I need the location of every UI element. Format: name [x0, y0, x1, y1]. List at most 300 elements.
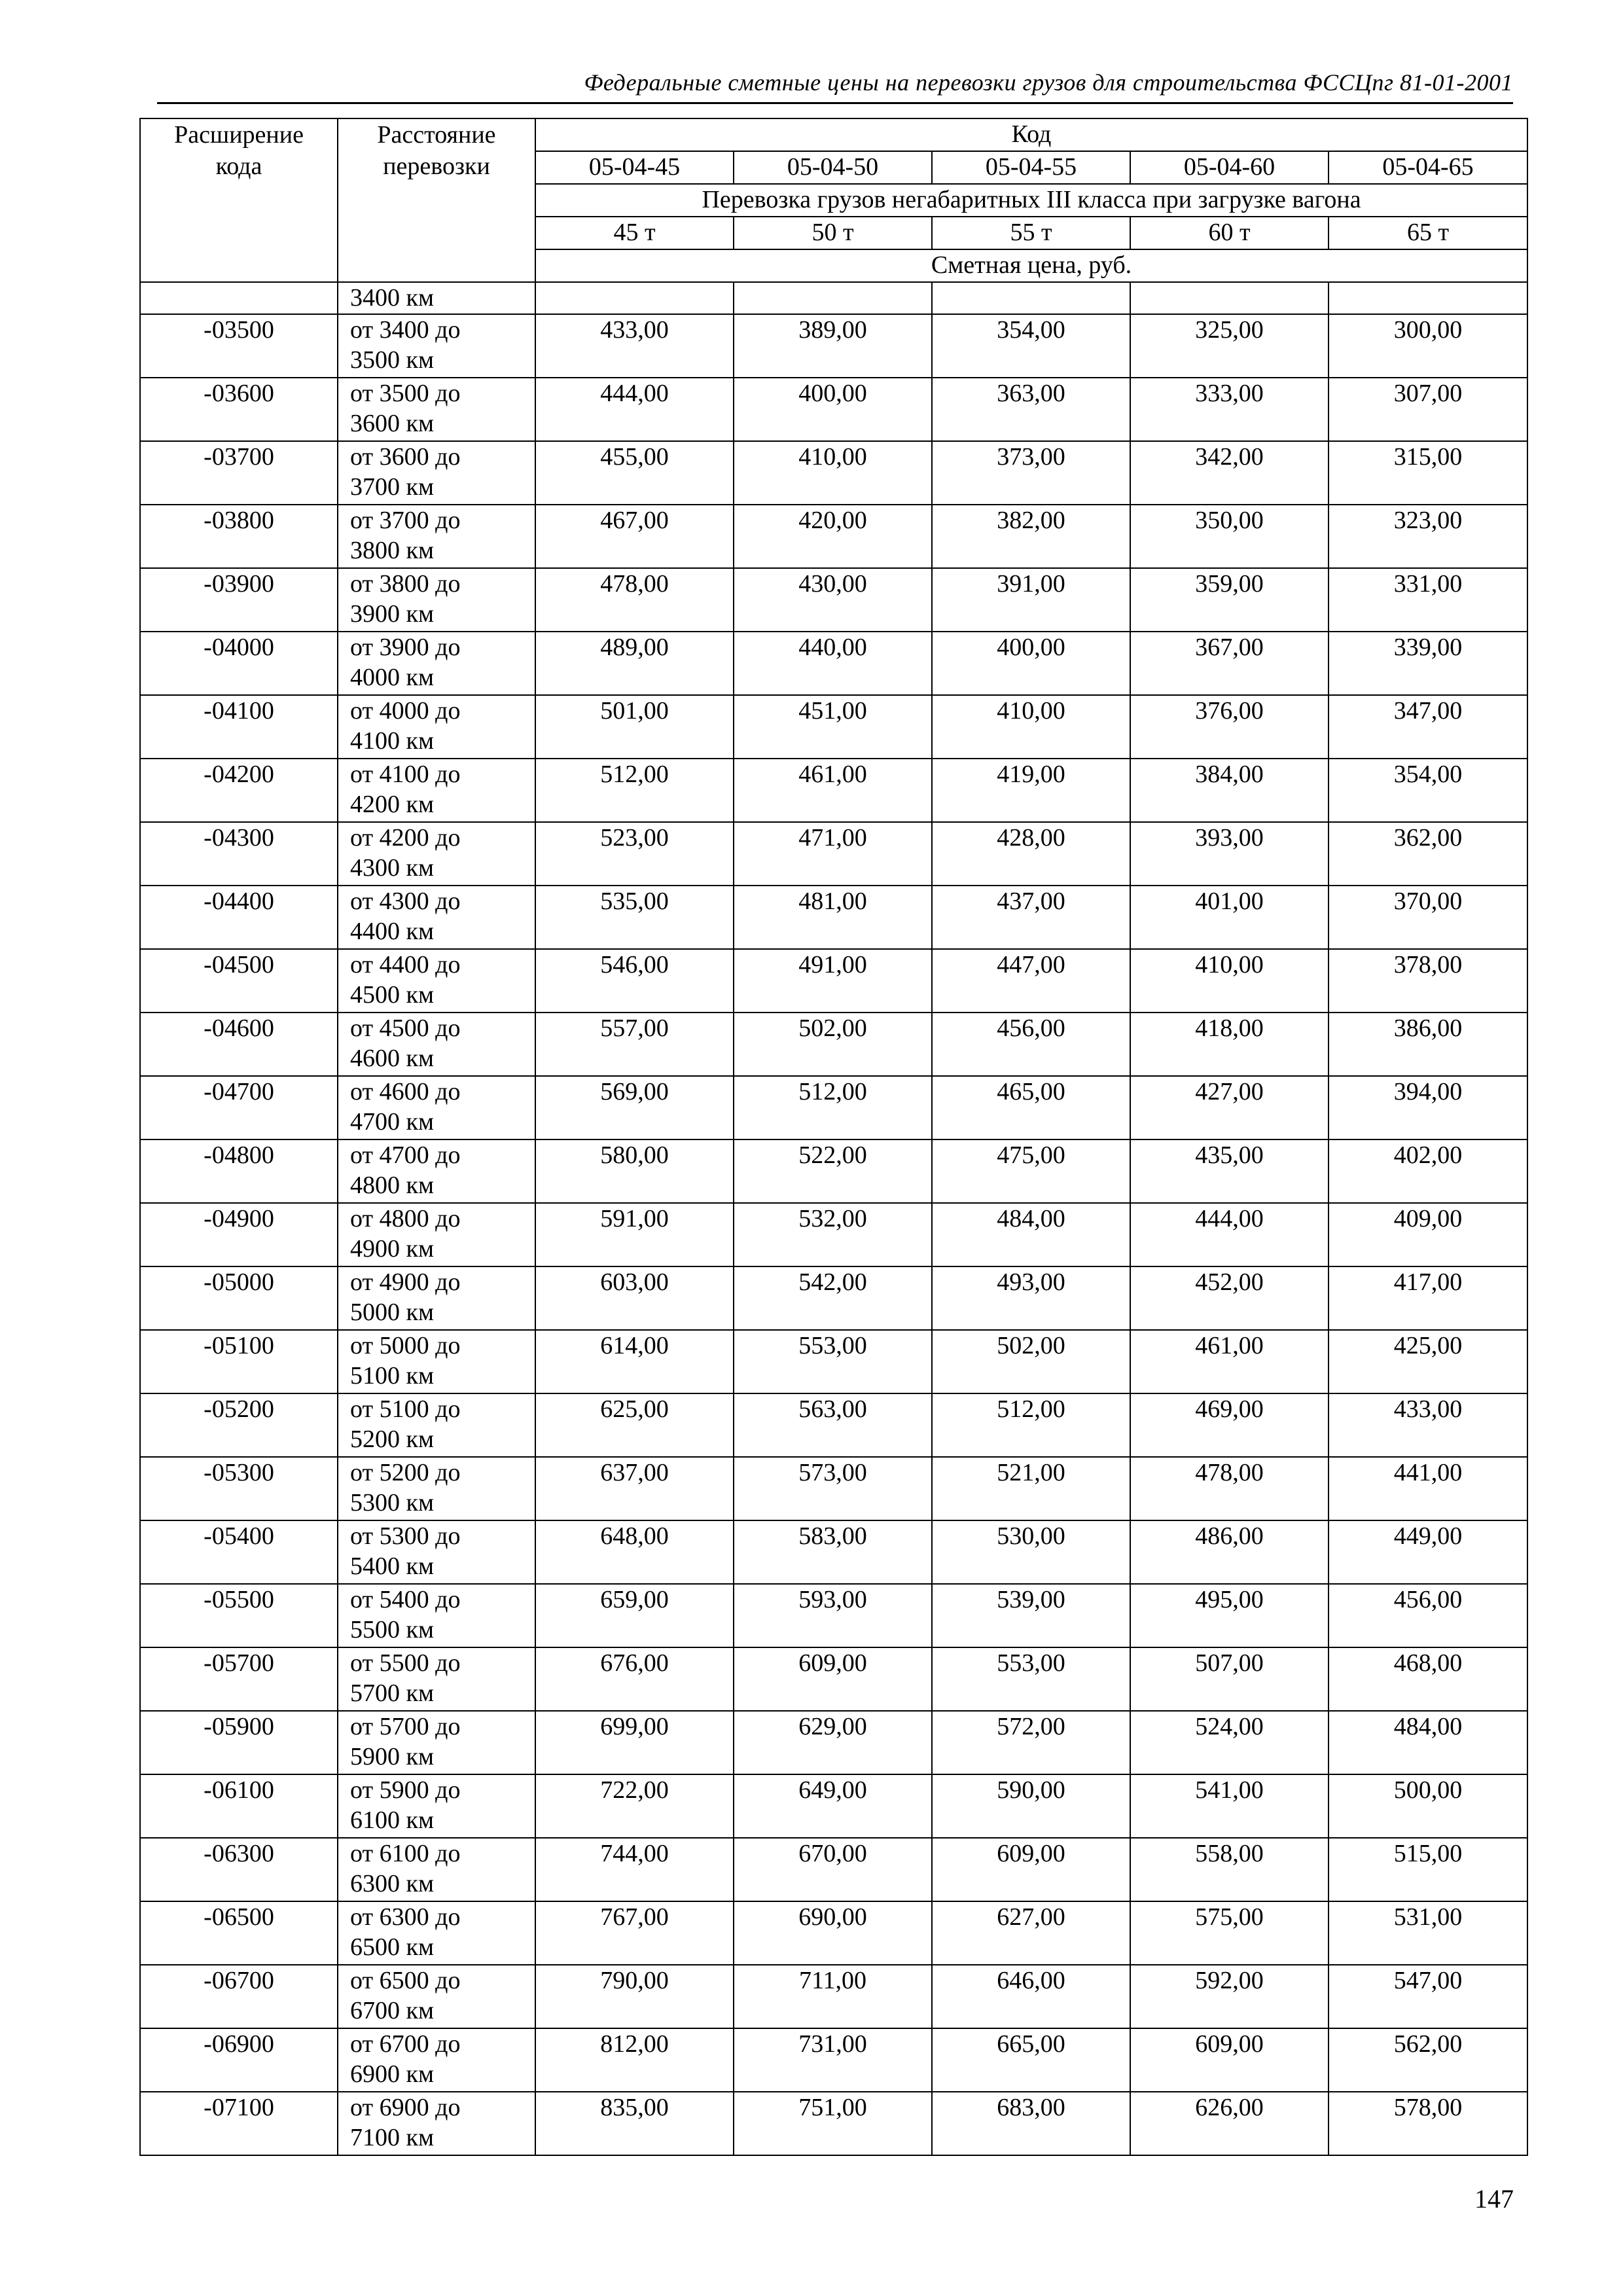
- extension-cell: -03800: [140, 505, 338, 568]
- price-cell: 367,00: [1130, 632, 1329, 695]
- price-cell: 812,00: [535, 2028, 734, 2092]
- extension-cell: -05900: [140, 1711, 338, 1774]
- distance-from: от 6700 до: [350, 2030, 461, 2058]
- extension-cell: -03700: [140, 441, 338, 505]
- distance-to: 3500 км: [350, 346, 435, 374]
- distance-cell: [338, 505, 535, 568]
- table-row: [140, 1838, 1527, 1901]
- price-cell: 430,00: [734, 568, 932, 632]
- price-cell: 593,00: [734, 1584, 932, 1647]
- price-cell: 592,00: [1130, 1965, 1329, 2028]
- price-cell: 562,00: [1329, 2028, 1527, 2092]
- price-cell: 461,00: [1130, 1330, 1329, 1393]
- code-header: 05-04-45: [535, 151, 734, 184]
- price-cell: 751,00: [734, 2092, 932, 2155]
- distance-from: от 5400 до: [350, 1586, 461, 1613]
- extension-cell: -04700: [140, 1076, 338, 1139]
- code-header: 05-04-60: [1130, 151, 1329, 184]
- group-title: Перевозка грузов негабаритных III класса при загрузке вагона: [535, 184, 1527, 217]
- price-cell: 481,00: [734, 886, 932, 949]
- extension-cell: -03500: [140, 314, 338, 378]
- price-cell: 373,00: [932, 441, 1130, 505]
- price-cell: 524,00: [1130, 1711, 1329, 1774]
- price-cell: 557,00: [535, 1013, 734, 1076]
- extension-cell: -06300: [140, 1838, 338, 1901]
- price-cell: 683,00: [932, 2092, 1130, 2155]
- distance-to: 6500 км: [350, 1933, 435, 1961]
- price-cell: 456,00: [1329, 1584, 1527, 1647]
- distance-cell: [338, 949, 535, 1013]
- distance-to: 6700 км: [350, 1997, 435, 2024]
- price-cell: 350,00: [1130, 505, 1329, 568]
- price-cell: 609,00: [1130, 2028, 1329, 2092]
- price-cell: 478,00: [535, 568, 734, 632]
- distance-from: от 4000 до: [350, 697, 461, 725]
- load-header: 60 т: [1130, 217, 1329, 249]
- price-cell: 363,00: [932, 378, 1130, 441]
- distance-to: 4900 км: [350, 1235, 435, 1263]
- price-cell: 437,00: [932, 886, 1130, 949]
- price-cell: 417,00: [1329, 1266, 1527, 1330]
- price-cell: 676,00: [535, 1647, 734, 1711]
- price-cell: 659,00: [535, 1584, 734, 1647]
- table-row: [140, 886, 1527, 949]
- price-cell: 699,00: [535, 1711, 734, 1774]
- price-cell: 484,00: [1329, 1711, 1527, 1774]
- distance-from: от 4700 до: [350, 1141, 461, 1169]
- code-header: 05-04-55: [932, 151, 1130, 184]
- header-rule: [157, 102, 1513, 104]
- distance-to: 7100 км: [350, 2124, 435, 2151]
- price-cell: 376,00: [1130, 695, 1329, 759]
- distance-from: от 5900 до: [350, 1776, 461, 1804]
- price-cell: 573,00: [734, 1457, 932, 1520]
- price-cell: 339,00: [1329, 632, 1527, 695]
- price-cell: 580,00: [535, 1139, 734, 1203]
- price-cell: 670,00: [734, 1838, 932, 1901]
- table-row: [140, 822, 1527, 886]
- price-cell: 394,00: [1329, 1076, 1527, 1139]
- distance-to: 3900 км: [350, 600, 435, 628]
- price-cell: 744,00: [535, 1838, 734, 1901]
- distance-to: 4800 км: [350, 1172, 435, 1199]
- distance-to: 5000 км: [350, 1299, 435, 1326]
- distance-to: 6900 км: [350, 2060, 435, 2088]
- price-cell: 400,00: [734, 378, 932, 441]
- price-cell: 400,00: [932, 632, 1130, 695]
- price-cell: 418,00: [1130, 1013, 1329, 1076]
- load-header: 65 т: [1329, 217, 1527, 249]
- page-number: 147: [1474, 2184, 1514, 2214]
- price-cell: 427,00: [1130, 1076, 1329, 1139]
- load-header: 55 т: [932, 217, 1130, 249]
- distance-to: 4600 км: [350, 1045, 435, 1072]
- distance-from: от 5200 до: [350, 1459, 461, 1486]
- header-extension: Расширение кода: [140, 118, 338, 282]
- price-cell: 535,00: [535, 886, 734, 949]
- distance-to: 6100 км: [350, 1806, 435, 1834]
- price-cell: 609,00: [734, 1647, 932, 1711]
- distance-cell: [338, 1711, 535, 1774]
- distance-to: 5300 км: [350, 1489, 435, 1516]
- distance-cell: [338, 759, 535, 822]
- table-row: [140, 1266, 1527, 1330]
- extension-cell: -04200: [140, 759, 338, 822]
- distance-from: от 3800 до: [350, 570, 461, 598]
- price-cell: 440,00: [734, 632, 932, 695]
- price-cell: 609,00: [932, 1838, 1130, 1901]
- distance-from: от 5700 до: [350, 1713, 461, 1740]
- price-cell: 649,00: [734, 1774, 932, 1838]
- distance-cell: [338, 568, 535, 632]
- distance-to: 4400 км: [350, 918, 435, 945]
- price-cell: 370,00: [1329, 886, 1527, 949]
- price-cell: 637,00: [535, 1457, 734, 1520]
- price-cell: 572,00: [932, 1711, 1130, 1774]
- price-cell: 575,00: [1130, 1901, 1329, 1965]
- price-cell: 530,00: [932, 1520, 1130, 1584]
- distance-to: 5400 км: [350, 1552, 435, 1580]
- distance-to: 5200 км: [350, 1426, 435, 1453]
- distance-cell: [338, 1457, 535, 1520]
- running-header: Федеральные сметные цены на перевозки грузов для строительства ФССЦпг 81-01-2001: [584, 69, 1513, 96]
- distance-from: от 3400 до: [350, 316, 461, 344]
- price-cell: 451,00: [734, 695, 932, 759]
- distance-cell: [338, 1393, 535, 1457]
- price-cell: 382,00: [932, 505, 1130, 568]
- table-row: [140, 1203, 1527, 1266]
- price-cell: 489,00: [535, 632, 734, 695]
- price-cell: 389,00: [734, 314, 932, 378]
- table-row: [140, 1139, 1527, 1203]
- distance-from: от 6500 до: [350, 1967, 461, 1994]
- distance-cell: [338, 886, 535, 949]
- distance-cell: [338, 2028, 535, 2092]
- price-cell: 433,00: [1329, 1393, 1527, 1457]
- price-cell: 553,00: [734, 1330, 932, 1393]
- price-cell: 428,00: [932, 822, 1130, 886]
- price-cell: 441,00: [1329, 1457, 1527, 1520]
- price-cell: 362,00: [1329, 822, 1527, 886]
- price-cell: 419,00: [932, 759, 1130, 822]
- price-cell: 493,00: [932, 1266, 1130, 1330]
- price-cell: 467,00: [535, 505, 734, 568]
- price-cell: 502,00: [932, 1330, 1130, 1393]
- distance-to: 6300 км: [350, 1870, 435, 1897]
- price-cell: 541,00: [1130, 1774, 1329, 1838]
- distance-from: от 4400 до: [350, 951, 461, 978]
- price-cell: 300,00: [1329, 314, 1527, 378]
- extension-cell: -06700: [140, 1965, 338, 2028]
- price-cell: 603,00: [535, 1266, 734, 1330]
- table-row: [140, 378, 1527, 441]
- distance-to: 4500 км: [350, 981, 435, 1009]
- price-cell: 625,00: [535, 1393, 734, 1457]
- price-cell: 402,00: [1329, 1139, 1527, 1203]
- price-cell: 500,00: [1329, 1774, 1527, 1838]
- price-cell: 495,00: [1130, 1584, 1329, 1647]
- price-cell: 333,00: [1130, 378, 1329, 441]
- table-row: [140, 2092, 1527, 2155]
- price-cell: 468,00: [1329, 1647, 1527, 1711]
- extension-cell: -04800: [140, 1139, 338, 1203]
- distance-from: от 5500 до: [350, 1649, 461, 1677]
- price-cell: 386,00: [1329, 1013, 1527, 1076]
- price-cell: 711,00: [734, 1965, 932, 2028]
- distance-cell: 3400 км: [338, 282, 535, 314]
- extension-cell: -06900: [140, 2028, 338, 2092]
- distance-to: 4000 км: [350, 664, 435, 691]
- table-row: [140, 1647, 1527, 1711]
- price-cell: 648,00: [535, 1520, 734, 1584]
- price-cell: 522,00: [734, 1139, 932, 1203]
- table-row: [140, 632, 1527, 695]
- price-cell: 722,00: [535, 1774, 734, 1838]
- price-cell: 512,00: [932, 1393, 1130, 1457]
- price-cell: 523,00: [535, 822, 734, 886]
- distance-cell: [338, 695, 535, 759]
- distance-from: от 6100 до: [350, 1840, 461, 1867]
- distance-cell: [338, 1584, 535, 1647]
- price-cell: 502,00: [734, 1013, 932, 1076]
- distance-from: от 3700 до: [350, 507, 461, 534]
- distance-from: от 5000 до: [350, 1332, 461, 1359]
- header-distance: Расстояние перевозки: [338, 118, 535, 282]
- distance-from: от 6900 до: [350, 2094, 461, 2121]
- price-cell: 590,00: [932, 1774, 1130, 1838]
- distance-to: 3800 км: [350, 537, 435, 564]
- distance-to: 5500 км: [350, 1616, 435, 1643]
- table-row: [140, 1965, 1527, 2028]
- distance-from: от 4100 до: [350, 761, 461, 788]
- price-cell: 547,00: [1329, 1965, 1527, 2028]
- price-cell: 591,00: [535, 1203, 734, 1266]
- extension-cell: -04000: [140, 632, 338, 695]
- table-row: [140, 314, 1527, 378]
- price-cell: 378,00: [1329, 949, 1527, 1013]
- extension-cell: -05300: [140, 1457, 338, 1520]
- header-code: Код: [535, 118, 1527, 151]
- table-row: [140, 759, 1527, 822]
- price-cell: 354,00: [1329, 759, 1527, 822]
- table-row: [140, 1393, 1527, 1457]
- distance-cell: [338, 1330, 535, 1393]
- price-cell: 614,00: [535, 1330, 734, 1393]
- price-cell: 452,00: [1130, 1266, 1329, 1330]
- distance-cell: [338, 1774, 535, 1838]
- price-cell: 665,00: [932, 2028, 1130, 2092]
- extension-cell: -06500: [140, 1901, 338, 1965]
- price-cell: 469,00: [1130, 1393, 1329, 1457]
- extension-cell: -04900: [140, 1203, 338, 1266]
- distance-from: от 6300 до: [350, 1903, 461, 1931]
- distance-cell: [338, 1965, 535, 2028]
- distance-cell: [338, 1647, 535, 1711]
- distance-cell: [338, 314, 535, 378]
- table-row: [140, 2028, 1527, 2092]
- price-cell: 531,00: [1329, 1901, 1527, 1965]
- price-cell: 629,00: [734, 1711, 932, 1774]
- distance-to: 4200 км: [350, 791, 435, 818]
- price-cell: 410,00: [1130, 949, 1329, 1013]
- price-cell: 315,00: [1329, 441, 1527, 505]
- table-row: [140, 1584, 1527, 1647]
- price-cell: 471,00: [734, 822, 932, 886]
- load-header: 50 т: [734, 217, 932, 249]
- distance-cell: [338, 378, 535, 441]
- extension-cell: -07100: [140, 2092, 338, 2155]
- price-cell: 626,00: [1130, 2092, 1329, 2155]
- price-cell: 767,00: [535, 1901, 734, 1965]
- extension-cell: -05000: [140, 1266, 338, 1330]
- price-cell: 461,00: [734, 759, 932, 822]
- distance-cell: [338, 822, 535, 886]
- distance-from: от 3500 до: [350, 380, 461, 407]
- price-cell: 475,00: [932, 1139, 1130, 1203]
- extension-cell: -04500: [140, 949, 338, 1013]
- extension-cell: -05200: [140, 1393, 338, 1457]
- table-row: [140, 568, 1527, 632]
- price-cell: 539,00: [932, 1584, 1130, 1647]
- distance-cell: [338, 1266, 535, 1330]
- table-row: [140, 1013, 1527, 1076]
- table-row: [140, 695, 1527, 759]
- price-cell: 690,00: [734, 1901, 932, 1965]
- distance-from: от 3600 до: [350, 443, 461, 471]
- table-row: [140, 949, 1527, 1013]
- extension-cell: -03900: [140, 568, 338, 632]
- extension-cell: -04100: [140, 695, 338, 759]
- distance-to: 5700 км: [350, 1679, 435, 1707]
- distance-cell: [338, 632, 535, 695]
- price-cell: 435,00: [1130, 1139, 1329, 1203]
- price-label: Сметная цена, руб.: [535, 249, 1527, 282]
- price-cell: 790,00: [535, 1965, 734, 2028]
- price-cell: 420,00: [734, 505, 932, 568]
- distance-from: от 4500 до: [350, 1014, 461, 1042]
- price-cell: 307,00: [1329, 378, 1527, 441]
- price-cell: 447,00: [932, 949, 1130, 1013]
- code-header: 05-04-65: [1329, 151, 1527, 184]
- distance-from: от 4800 до: [350, 1205, 461, 1232]
- distance-from: от 5100 до: [350, 1395, 461, 1423]
- price-cell: 569,00: [535, 1076, 734, 1139]
- price-cell: 433,00: [535, 314, 734, 378]
- price-cell: 478,00: [1130, 1457, 1329, 1520]
- price-cell: 455,00: [535, 441, 734, 505]
- distance-cell: [338, 1901, 535, 1965]
- extension-cell: -06100: [140, 1774, 338, 1838]
- price-cell: 835,00: [535, 2092, 734, 2155]
- price-cell: 456,00: [932, 1013, 1130, 1076]
- distance-cell: [338, 1838, 535, 1901]
- price-cell: 546,00: [535, 949, 734, 1013]
- price-cell: 393,00: [1130, 822, 1329, 886]
- price-cell: 409,00: [1329, 1203, 1527, 1266]
- price-cell: 521,00: [932, 1457, 1130, 1520]
- distance-to: 5100 км: [350, 1362, 435, 1390]
- table-row-continuation: [140, 282, 1527, 314]
- price-cell: 465,00: [932, 1076, 1130, 1139]
- table-row: [140, 1711, 1527, 1774]
- table-row: [140, 1774, 1527, 1838]
- price-cell: 484,00: [932, 1203, 1130, 1266]
- extension-cell: -05100: [140, 1330, 338, 1393]
- distance-from: от 5300 до: [350, 1522, 461, 1550]
- table-row: [140, 1520, 1527, 1584]
- table-row: [140, 505, 1527, 568]
- distance-from: от 4900 до: [350, 1268, 461, 1296]
- extension-cell: -03600: [140, 378, 338, 441]
- distance-from: от 3900 до: [350, 634, 461, 661]
- price-cell: 558,00: [1130, 1838, 1329, 1901]
- distance-cell: [338, 441, 535, 505]
- price-cell: 410,00: [932, 695, 1130, 759]
- distance-cell: [338, 2092, 535, 2155]
- distance-to: 4700 км: [350, 1108, 435, 1136]
- distance-from: от 4600 до: [350, 1078, 461, 1105]
- price-cell: 512,00: [535, 759, 734, 822]
- price-cell: 486,00: [1130, 1520, 1329, 1584]
- extension-cell: -05400: [140, 1520, 338, 1584]
- price-cell: 425,00: [1329, 1330, 1527, 1393]
- price-cell: 391,00: [932, 568, 1130, 632]
- table-row: [140, 1330, 1527, 1393]
- price-cell: 359,00: [1130, 568, 1329, 632]
- price-cell: 512,00: [734, 1076, 932, 1139]
- distance-cell: [338, 1076, 535, 1139]
- price-cell: 507,00: [1130, 1647, 1329, 1711]
- price-cell: 563,00: [734, 1393, 932, 1457]
- extension-cell: -05700: [140, 1647, 338, 1711]
- price-cell: 444,00: [1130, 1203, 1329, 1266]
- price-cell: 501,00: [535, 695, 734, 759]
- price-table: [139, 118, 1528, 2156]
- table-row: [140, 1457, 1527, 1520]
- price-cell: 578,00: [1329, 2092, 1527, 2155]
- distance-cell: [338, 1520, 535, 1584]
- code-header: 05-04-50: [734, 151, 932, 184]
- price-cell: 401,00: [1130, 886, 1329, 949]
- price-cell: 323,00: [1329, 505, 1527, 568]
- extension-cell: -04600: [140, 1013, 338, 1076]
- price-cell: 532,00: [734, 1203, 932, 1266]
- extension-cell: -04400: [140, 886, 338, 949]
- table-row: [140, 1076, 1527, 1139]
- price-cell: 325,00: [1130, 314, 1329, 378]
- price-cell: 583,00: [734, 1520, 932, 1584]
- price-cell: 449,00: [1329, 1520, 1527, 1584]
- price-cell: 347,00: [1329, 695, 1527, 759]
- price-cell: 491,00: [734, 949, 932, 1013]
- price-cell: 384,00: [1130, 759, 1329, 822]
- price-cell: 542,00: [734, 1266, 932, 1330]
- distance-to: 4100 км: [350, 727, 435, 755]
- distance-to: 4300 км: [350, 854, 435, 882]
- price-cell: 515,00: [1329, 1838, 1527, 1901]
- price-cell: 354,00: [932, 314, 1130, 378]
- price-cell: 444,00: [535, 378, 734, 441]
- table-row: [140, 1901, 1527, 1965]
- load-header: 45 т: [535, 217, 734, 249]
- distance-cell: [338, 1139, 535, 1203]
- distance-from: от 4200 до: [350, 824, 461, 852]
- extension-cell: [140, 282, 338, 314]
- price-cell: 731,00: [734, 2028, 932, 2092]
- distance-to: 5900 км: [350, 1743, 435, 1770]
- distance-cell: [338, 1203, 535, 1266]
- price-cell: 627,00: [932, 1901, 1130, 1965]
